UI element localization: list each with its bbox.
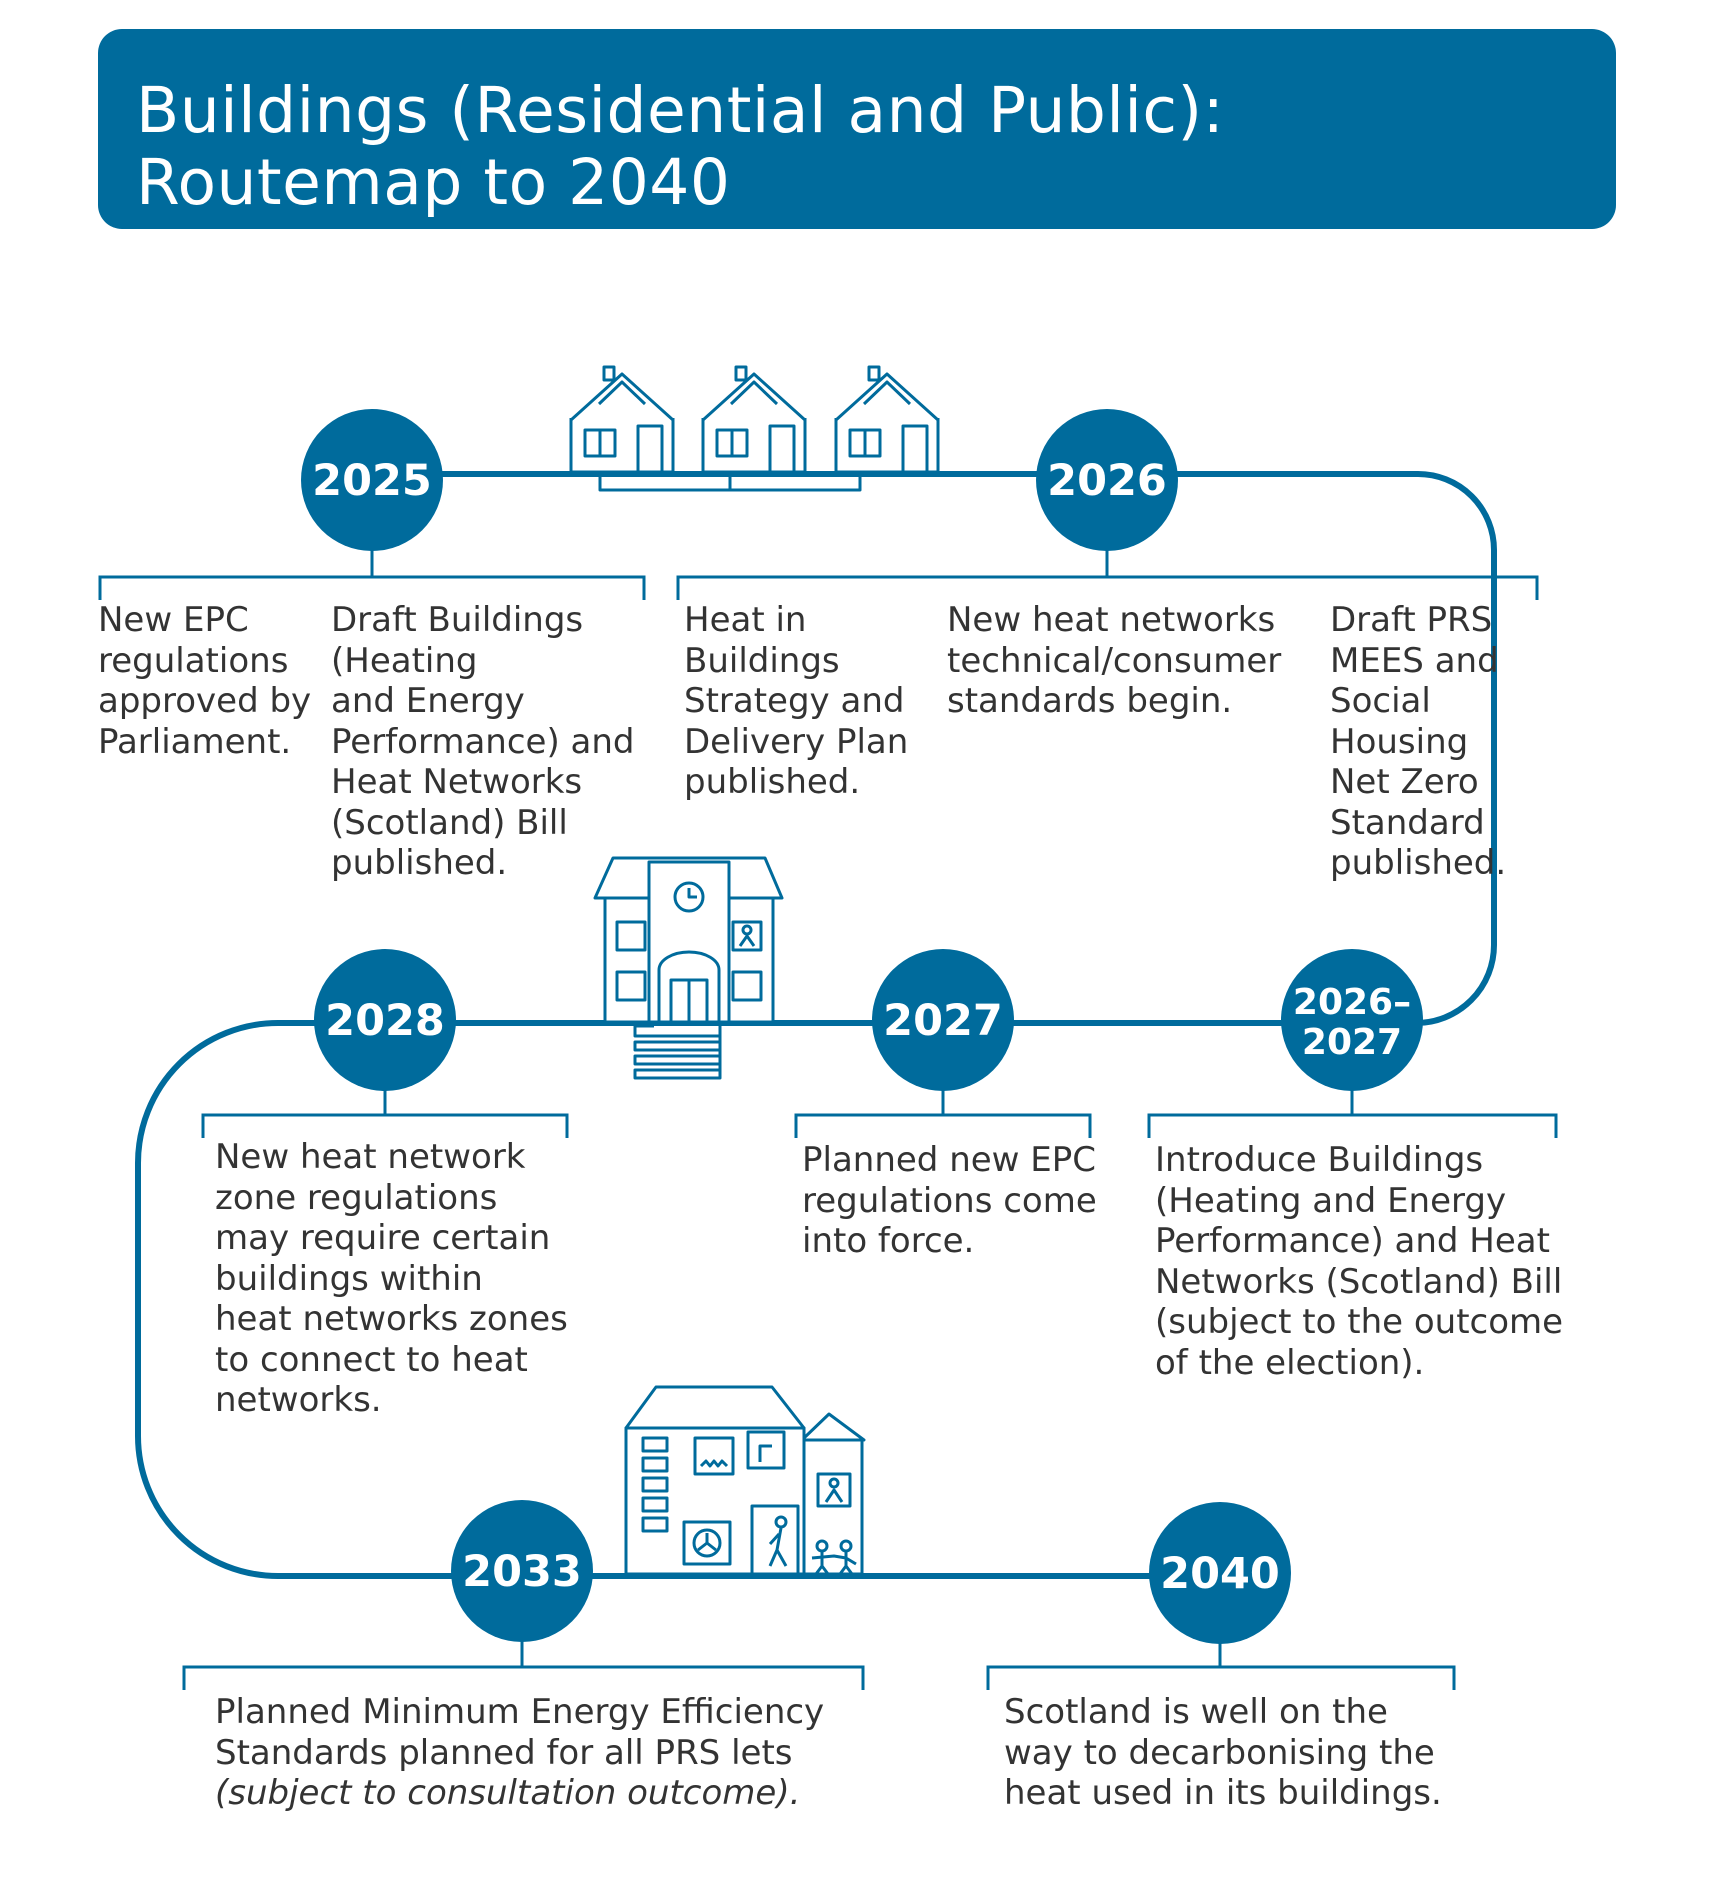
- text-line: Performance) and Heat: [1155, 1221, 1550, 1261]
- bracket-2026: [678, 550, 1537, 600]
- text-line: approved by: [98, 681, 312, 721]
- text-line: New heat networks: [947, 600, 1276, 640]
- text-line: heat used in its buildings.: [1004, 1773, 1442, 1813]
- text-line: Scotland is well on the: [1004, 1692, 1388, 1732]
- year-label: 2033: [462, 1547, 582, 1597]
- item-mees-planned: [215, 1692, 824, 1814]
- milestone-2025: [301, 409, 443, 551]
- text-line: to connect to heat: [215, 1339, 528, 1380]
- text-line: may require certain: [215, 1218, 551, 1258]
- title-line-2: Routemap to 2040: [136, 146, 731, 219]
- text-line: Buildings: [684, 640, 840, 681]
- text-line: of the election).: [1155, 1342, 1425, 1383]
- milestone-2040: [1149, 1502, 1291, 1644]
- text-line: published.: [1330, 843, 1507, 883]
- year-label: 2040: [1160, 1549, 1280, 1599]
- text-line: Performance) and: [331, 721, 635, 762]
- text-line: standards begin.: [947, 681, 1233, 721]
- consultation-note: (subject to consultation outcome).: [215, 1773, 801, 1813]
- title-line-1: Buildings (Residential and Public):: [136, 74, 1225, 147]
- year-label: 2028: [325, 996, 445, 1046]
- text-line: MEES and: [1330, 640, 1499, 681]
- text-line: Networks (Scotland) Bill: [1155, 1261, 1563, 1302]
- text-line: regulations come: [802, 1180, 1097, 1221]
- text-line: regulations: [98, 640, 289, 681]
- item-zone-regulations: [215, 1137, 568, 1421]
- text-line: Introduce Buildings: [1155, 1140, 1484, 1180]
- milestone-2026: [1036, 409, 1178, 551]
- year-label: 2027: [883, 996, 1003, 1046]
- text-line: Net Zero: [1330, 762, 1479, 802]
- text-line: Planned Minimum Energy Efficiency: [215, 1692, 825, 1732]
- bracket-2027: [796, 1090, 1090, 1138]
- text-line: Draft PRS: [1330, 600, 1493, 640]
- text-line: Heat in: [684, 600, 807, 640]
- text-line: Social: [1330, 681, 1431, 721]
- text-line: Heat Networks: [331, 762, 583, 802]
- bracket-2033: [184, 1640, 863, 1690]
- year-label-line-2: 2027: [1301, 1022, 1403, 1063]
- text-line: Strategy and: [684, 681, 905, 721]
- text-line: buildings within: [215, 1258, 483, 1299]
- milestone-2026-2027: [1281, 949, 1423, 1091]
- text-line: networks.: [215, 1380, 382, 1420]
- text-line: Delivery Plan: [684, 721, 909, 762]
- bracket-2040: [988, 1640, 1454, 1690]
- public-building-icon: [595, 858, 782, 1078]
- text-line: Standard: [1330, 802, 1485, 843]
- item-epc-approved: [98, 600, 311, 762]
- bracket-2026-2027: [1149, 1090, 1556, 1138]
- item-draft-bill: [331, 600, 635, 884]
- text-line: Draft Buildings: [331, 600, 584, 640]
- milestone-2027: [872, 949, 1014, 1091]
- item-introduce-bill: [1155, 1140, 1563, 1383]
- text-line: Housing: [1330, 721, 1469, 762]
- text-line: published.: [331, 843, 508, 883]
- year-label: 2026: [1047, 456, 1167, 506]
- text-line: into force.: [802, 1221, 975, 1261]
- text-line: zone regulations: [215, 1177, 498, 1218]
- text-line: Parliament.: [98, 721, 292, 762]
- text-line: New EPC: [98, 600, 249, 640]
- text-line: (Scotland) Bill: [331, 802, 568, 843]
- bracket-2025: [100, 550, 644, 600]
- row-of-houses-icon: [571, 367, 938, 490]
- milestone-2028: [314, 949, 456, 1091]
- item-heat-standards: [947, 600, 1281, 722]
- bracket-2028: [203, 1090, 567, 1138]
- text-line: heat networks zones: [215, 1299, 568, 1339]
- text-line: (Heating: [331, 640, 478, 681]
- text-line: technical/consumer: [947, 640, 1282, 681]
- text-line: way to decarbonising the: [1004, 1732, 1435, 1773]
- year-label: 2025: [312, 456, 432, 506]
- text-line: (Heating and Energy: [1155, 1180, 1507, 1221]
- text-line: published.: [684, 762, 861, 802]
- text-line: (subject to the outcome: [1155, 1302, 1564, 1342]
- text-line: Standards planned for all PRS lets: [215, 1732, 793, 1773]
- text-line: New heat network: [215, 1137, 526, 1177]
- text-line: Planned new EPC: [802, 1140, 1096, 1180]
- text-line: and Energy: [331, 681, 525, 721]
- item-heat-strategy: [684, 600, 908, 803]
- house-with-heat-pump-icon: [626, 1387, 864, 1574]
- year-label-line-1: 2026–: [1292, 982, 1412, 1023]
- item-epc-in-force: [802, 1140, 1097, 1262]
- milestone-2033: [451, 1500, 593, 1642]
- item-decarbonising: [1004, 1692, 1442, 1814]
- item-draft-prs: [1330, 600, 1506, 884]
